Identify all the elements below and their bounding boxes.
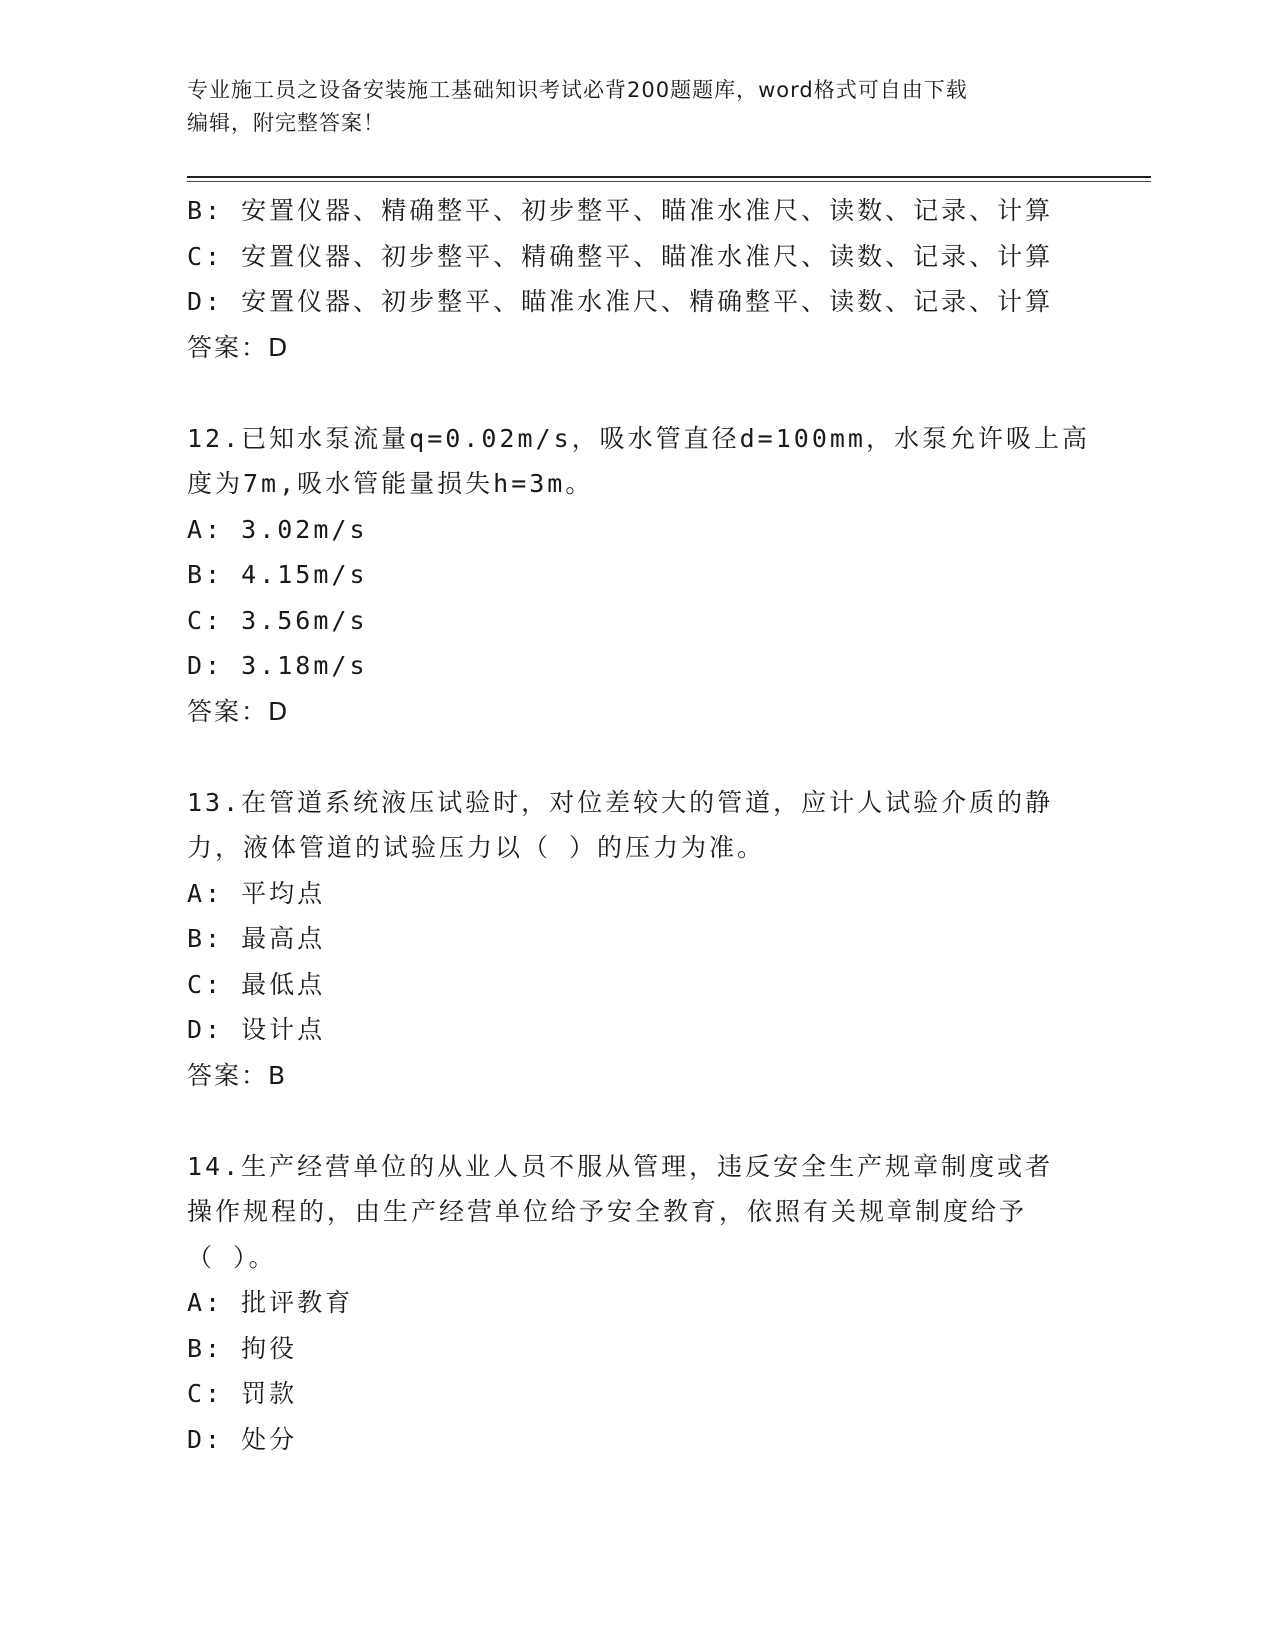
- question-text-line-2: 力，液体管道的试验压力以（ ）的压力为准。: [187, 833, 766, 862]
- answer: 答案：B: [187, 1060, 288, 1090]
- option-d: D: 设计点: [187, 1015, 326, 1044]
- option-c: C: 最低点: [187, 969, 326, 999]
- question-text-line-1: 13.在管道系统液压试验时，对位差较大的管道，应计人试验介质的静: [187, 787, 1054, 817]
- question-text-line-2: 操作规程的，由生产经营单位给予安全教育，依照有关规章制度给予: [187, 1197, 1028, 1226]
- option-b: B: 安置仪器、精确整平、初步整平、瞄准水准尺、读数、记录、计算: [187, 196, 1054, 225]
- option-d: D: 3.18m/s: [187, 651, 368, 680]
- spacer: [187, 1098, 1087, 1144]
- question-text-line-1: 12.已知水泵流量q=0.02m/s，吸水管直径d=100mm，水泵允许吸上高: [187, 423, 1090, 453]
- question-11: [187, 188, 1087, 370]
- question-list: [187, 188, 1090, 1462]
- question-text-line-2: 度为7m,吸水管能量损失h=3m。: [187, 469, 594, 498]
- header-title-line-1: 专业施工员之设备安装施工基础知识考试必背200题题库，word格式可自由下载: [187, 78, 968, 102]
- option-b: B: 4.15m/s: [187, 560, 368, 589]
- option-a: A: 平均点: [187, 878, 326, 908]
- header-title-line-2: 编辑，附完整答案！: [187, 111, 385, 135]
- question-text-line-1: 14.生产经营单位的从业人员不服从管理，违反安全生产规章制度或者: [187, 1151, 1054, 1181]
- answer: 答案：D: [187, 696, 290, 726]
- option-d: D: 安置仪器、初步整平、瞄准水准尺、精确整平、读数、记录、计算: [187, 287, 1054, 316]
- header-divider-thick: [187, 176, 1151, 178]
- question-text-line-3: （ ）。: [187, 1242, 277, 1272]
- question-12: [187, 416, 1090, 735]
- option-c: C: 安置仪器、初步整平、精确整平、瞄准水准尺、读数、记录、计算: [187, 241, 1054, 271]
- question-14: [187, 1144, 1087, 1463]
- option-d: D: 处分: [187, 1424, 298, 1454]
- question-13: [187, 780, 1087, 1099]
- option-c: C: 罚款: [187, 1379, 298, 1408]
- option-b: B: 拘役: [187, 1333, 298, 1363]
- option-c: C: 3.56m/s: [187, 605, 368, 635]
- option-a: A: 批评教育: [187, 1288, 354, 1317]
- spacer: [187, 734, 1087, 780]
- document-header: [187, 74, 1067, 140]
- option-b: B: 最高点: [187, 924, 326, 953]
- option-a: A: 3.02m/s: [187, 514, 368, 544]
- answer: 答案：D: [187, 332, 290, 362]
- spacer: [187, 370, 1087, 416]
- header-divider-thin: [187, 181, 1151, 182]
